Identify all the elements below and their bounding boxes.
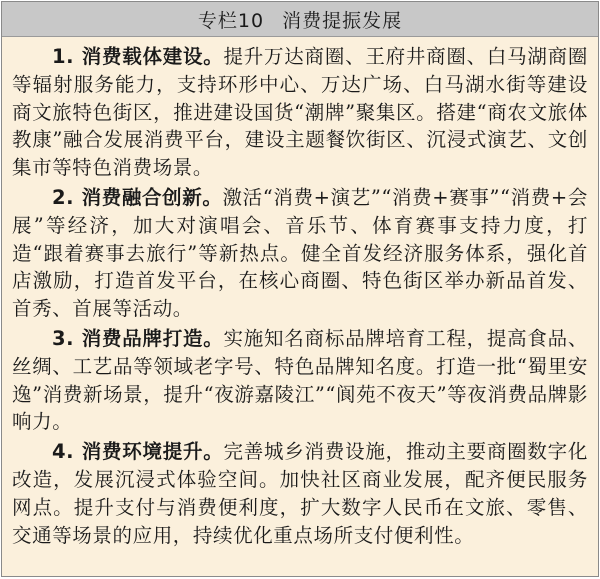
section-2-number: 2. — [52, 185, 82, 209]
section-4-heading: 消费环境提升。 — [81, 440, 224, 464]
section-1 — [12, 43, 588, 182]
column-content — [2, 37, 598, 549]
column-header — [2, 2, 598, 37]
section-3-heading: 消费品牌打造。 — [81, 326, 224, 350]
section-3 — [12, 325, 588, 436]
section-4-body: 完善城乡消费设施，推动主要商圈数字化改造，发展沉浸式体验空间。加快社区商业发展，配齐便民服务网点。提升支付与消费便利度，扩大数字人民币在文旅、零售、交通等场景的应用，持续优化重点场所支付便利性。 — [12, 440, 588, 547]
section-4-number: 4. — [52, 440, 82, 464]
column-label: 专栏10 — [197, 9, 265, 32]
section-2 — [12, 184, 588, 323]
column-title: 消费提振发展 — [282, 9, 403, 32]
section-1-heading: 消费载体建设。 — [81, 45, 224, 68]
section-4 — [12, 438, 588, 549]
column-box — [1, 1, 599, 577]
section-3-number: 3. — [52, 326, 82, 350]
section-1-number: 1. — [52, 45, 82, 68]
section-3-body: 实施知名商标品牌培育工程，提高食品、丝绸、工艺品等领域老字号、特色品牌知名度。打造一批“蜀里安逸”消费新场景，提升“夜游嘉陵江”“阆苑不夜天”等夜消费品牌影响力。 — [12, 326, 588, 434]
section-1-body: 提升万达商圈、王府井商圈、白马湖商圈等辐射服务能力，支持环形中心、万达广场、白马湖水街等建设商文旅特色街区，推进建设国货“潮牌”聚集区。搭建“商农文旅体教康”融合发展消费平台，建设主题餐饮街区、沉浸式演艺、文创集市等特色消费场景。 — [12, 45, 588, 180]
section-2-heading: 消费融合创新。 — [81, 185, 223, 209]
section-2-body: 激活“消费+演艺”“消费+赛事”“消费+会展”等经济，加大对演唱会、音乐节、体育赛事支持力度，打造“跟着赛事去旅行”等新热点。健全首发经济服务体系，强化首店激励，打造首发平台，在核心商圈、特色街区举办新品首发、首秀、首展等活动。 — [12, 185, 588, 321]
